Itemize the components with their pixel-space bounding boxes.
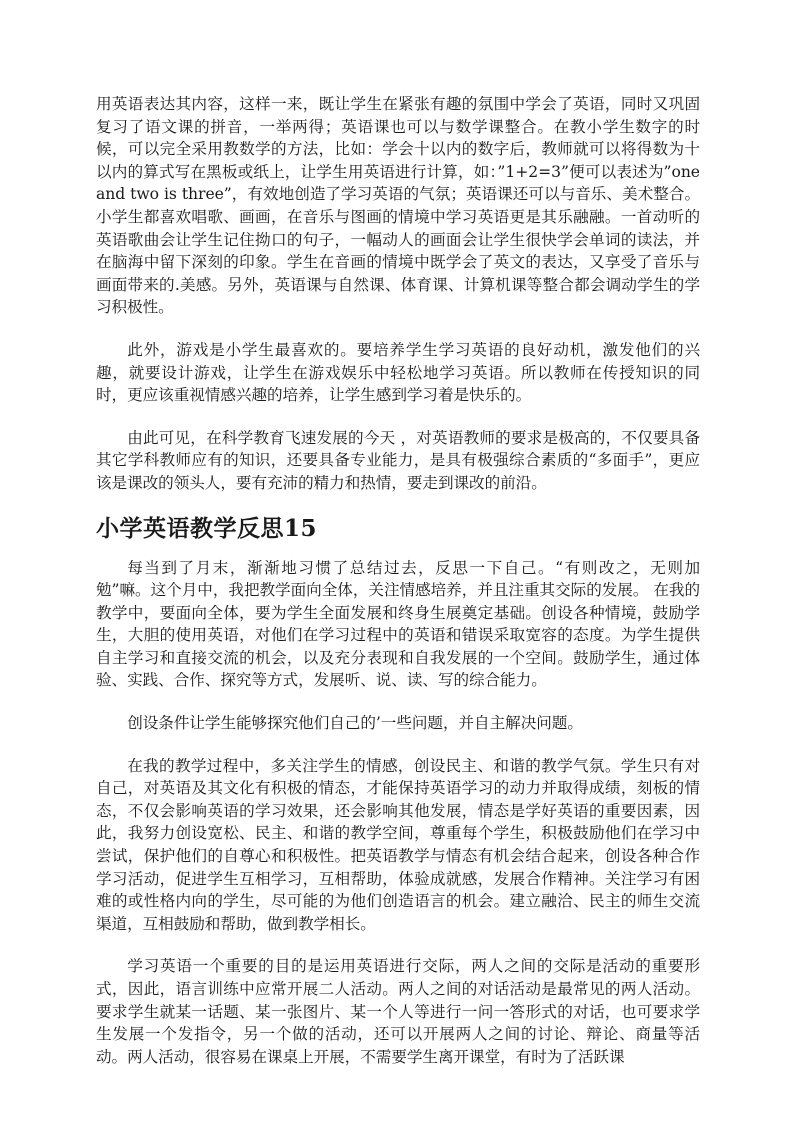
section-essay-15: [96, 557, 700, 1069]
body-paragraph: 在我的教学过程中，多关注学生的情感，创设民主、和谐的教学气氛。学生只有对自己，对英语及其文化有积极的情态，才能保持英语学习的动力并取得成绩，刻板的情态，不仅会影响英语的学习效果，还会影响其他发展，情态是学好英语的重要因素，因此，我努力创设宽松、民主、和谐的教学空间，尊重每个学生，积极鼓励他们在学习中尝试，保护他们的自尊心和积极性。把英语教学与情态有机会结合起来，创设各种合作学习活动，促进学生互相学习，互相帮助，体验成就感，发展合作精神。关注学习有困难的或性格内向的学生，尽可能的为他们创造语言的机会。建立融洽、民主的师生交流渠道，互相鼓励和帮助，做到教学相长。: [96, 756, 700, 933]
section-heading: 小学英语教学反思15: [96, 514, 318, 542]
body-paragraph: 创设条件让学生能够探究他们自己的’一些问题，并自主解决问题。: [127, 714, 583, 733]
body-paragraph: 此外，游戏是小学生最喜欢的。要培养学生学习英语的良好动机，激发他们的兴趣，就要设计游戏，让学生在游戏娱乐中轻松地学习英语。所以教师在传授知识的同时，更应该重视情感兴趣的培养，让学生感到学习着是快乐的。: [96, 340, 700, 405]
body-paragraph: 学习英语一个重要的目的是运用英语进行交际，两人之间的交际是活动的重要形式，因此，语言训练中应常开展二人活动。两人之间的对话活动是最常见的两人活动。要求学生就某一话题、某一张图片、某一个人等进行一问一答形式的对话，也可要求学生发展一个发指令，另一个做的活动，还可以开展两人之间的讨论、辩论、商量等活动。两人活动，很容易在课桌上开展，不需要学生离开课堂，有时为了活跃课: [96, 957, 700, 1066]
section-previous-essay-end: [96, 93, 700, 495]
body-paragraph: 由此可见，在科学教育飞速发展的今天 ，对英语教师的要求是极高的，不仅要具备其它学科教师应有的知识，还要具备专业能力，是具有极强综合素质的“多面手”，更应该是课改的领头人，要有充沛的精力和热情，要走到课改的前沿。: [96, 428, 700, 492]
document-page: [96, 93, 700, 1068]
body-paragraph: 用英语表达其内容，这样一来，既让学生在紧张有趣的氛围中学会了英语，同时又巩固复习了语文课的拼音，一举两得；英语课也可以与数学课整合。在教小学生数字的时候，可以完全采用教数学的方法，比如：学会十以内的数字后，教师就可以将得数为十以内的算式写在黑板或纸上，让学生用英语进行计算，如：”1+2=3”便可以表述为”one and two is three”，有效地创造了学习英语的气氛；英语课还可以与音乐、美术整合。小学生都喜欢唱歌、画画，在音乐与图画的情境中学习英语更是其乐融融。一首动听的英语歌曲会让学生记住拗口的句子，一幅动人的画面会让学生很快学会单词的读法，并在脑海中留下深刻的印象。学生在音画的情境中既学会了英文的表达，又享受了音乐与画面带来的.美感。另外，英语课与自然课、体育课、计算机课等整合都会调动学生的学习积极性。: [96, 95, 700, 317]
body-paragraph: 每当到了月末，渐渐地习惯了总结过去，反思一下自己。“有则改之，无则加勉”嘛。这个月中，我把教学面向全体，关注情感培养，并且注重其交际的发展。 在我的教学中，要面向全体，要为学生全面发展和终身生展奠定基础。创设各种情境，鼓励学生，大胆的使用英语，对他们在学习过程中的英语和错误采取宽容的态度。为学生提供自主学习和直接交流的机会，以及充分表现和自我发展的一个空间。鼓励学生，通过体验、实践、合作、探究等方式，发展听、说、读、写的综合能力。: [96, 558, 700, 690]
